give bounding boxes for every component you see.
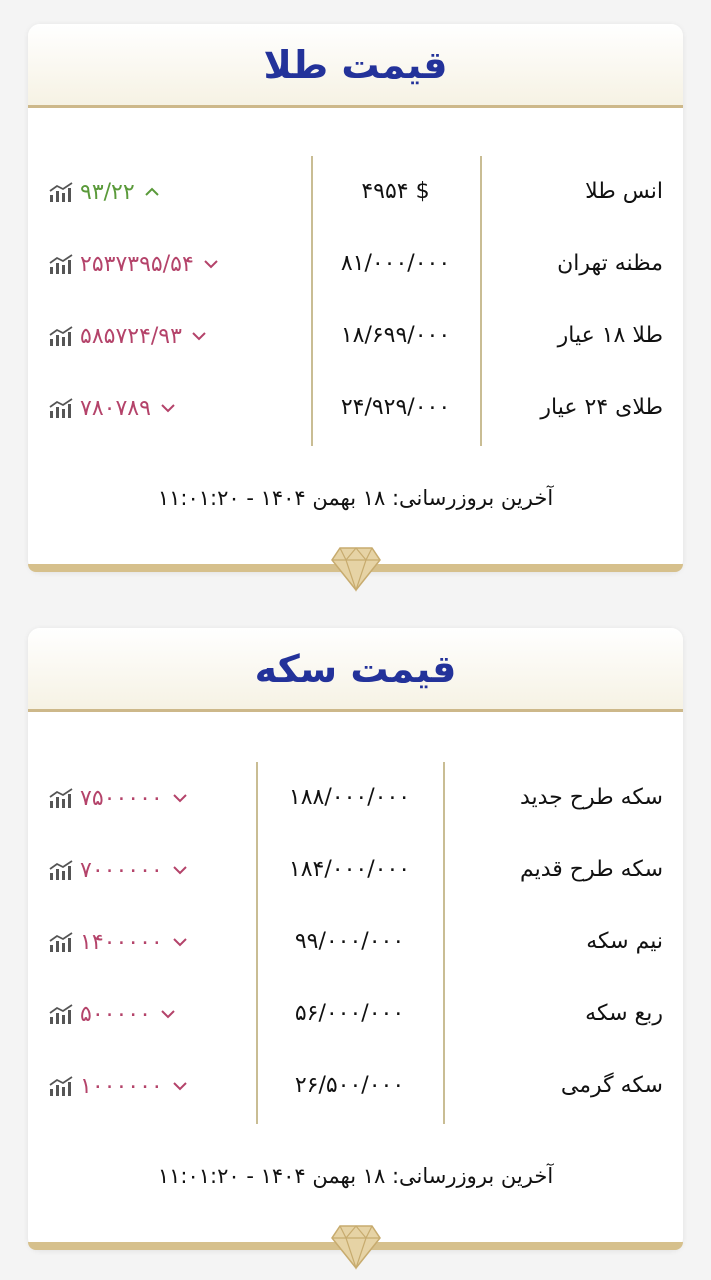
item-name: سکه گرمی <box>560 1073 663 1098</box>
change-value: ۱۴۰۰۰۰۰ <box>80 929 163 955</box>
gold-row-tehran[interactable] <box>28 244 683 284</box>
last-updated: آخرین بروزرسانی: ۱۸ بهمن ۱۴۰۴ - ۱۱:۰۱:۲۰ <box>157 1164 554 1188</box>
change-value: ۷۰۰۰۰۰۰ <box>80 857 163 883</box>
coin-row-old[interactable] <box>28 850 683 890</box>
item-price: ۲۴/۹۲۹/۰۰۰ <box>340 395 451 420</box>
coin-card-title: قیمت سکه <box>254 646 457 691</box>
arrow-down-icon <box>171 791 189 805</box>
item-name: طلای ۲۴ عیار <box>540 395 663 420</box>
item-price: ۱۸۴/۰۰۰/۰۰۰ <box>288 857 411 882</box>
arrow-down-icon <box>190 329 208 343</box>
change-value: ۵۰۰۰۰۰ <box>80 1001 151 1027</box>
gold-row-18k[interactable] <box>28 316 683 356</box>
coin-row-half[interactable] <box>28 922 683 962</box>
last-updated: آخرین بروزرسانی: ۱۸ بهمن ۱۴۰۴ - ۱۱:۰۱:۲۰ <box>157 486 554 510</box>
arrow-down-icon <box>171 1079 189 1093</box>
chart-icon[interactable] <box>48 1003 76 1025</box>
coin-row-new[interactable] <box>28 778 683 818</box>
item-change <box>48 994 177 1034</box>
chart-icon[interactable] <box>48 325 76 347</box>
chart-icon[interactable] <box>48 253 76 275</box>
arrow-down-icon <box>171 935 189 949</box>
arrow-down-icon <box>171 863 189 877</box>
diamond-icon <box>330 1222 382 1272</box>
item-price: ۲۶/۵۰۰/۰۰۰ <box>294 1073 405 1098</box>
change-value: ۱۰۰۰۰۰۰ <box>80 1073 163 1099</box>
chart-icon[interactable] <box>48 1075 76 1097</box>
gold-row-24k[interactable] <box>28 388 683 428</box>
item-name: نیم سکه <box>586 929 663 954</box>
item-name: انس طلا <box>585 179 663 204</box>
item-change <box>48 850 189 890</box>
arrow-down-icon <box>159 401 177 415</box>
change-value: ۵۸۵۷۲۴/۹۳ <box>80 323 182 349</box>
chart-icon[interactable] <box>48 397 76 419</box>
change-value: ۷۵۰۰۰۰۰ <box>80 785 163 811</box>
item-change <box>48 172 161 212</box>
coin-row-quarter[interactable] <box>28 994 683 1034</box>
chart-icon[interactable] <box>48 859 76 881</box>
item-price: ۸۱/۰۰۰/۰۰۰ <box>340 251 451 276</box>
item-price: $ ۴۹۵۴ <box>361 179 430 204</box>
chart-icon[interactable] <box>48 931 76 953</box>
chart-icon[interactable] <box>48 181 76 203</box>
chart-icon[interactable] <box>48 787 76 809</box>
item-name: مظنه تهران <box>557 251 663 276</box>
item-name: طلا ۱۸ عیار <box>557 323 663 348</box>
arrow-up-icon <box>143 185 161 199</box>
arrow-down-icon <box>159 1007 177 1021</box>
coin-price-card <box>28 628 683 1250</box>
change-value: ۲۵۳۷۳۹۵/۵۴ <box>80 251 194 277</box>
arrow-down-icon <box>202 257 220 271</box>
change-value: ۹۳/۲۲ <box>80 179 135 205</box>
item-name: سکه طرح جدید <box>519 785 663 810</box>
item-name: ربع سکه <box>585 1001 663 1026</box>
change-value: ۷۸۰۷۸۹ <box>80 395 151 421</box>
item-change <box>48 922 189 962</box>
item-change <box>48 1066 189 1106</box>
gold-card-header <box>28 24 683 108</box>
diamond-icon <box>330 544 382 594</box>
item-name: سکه طرح قدیم <box>519 857 663 882</box>
item-change <box>48 778 189 818</box>
item-price: ۱۸/۶۹۹/۰۰۰ <box>340 323 451 348</box>
gold-card-title: قیمت طلا <box>263 42 448 87</box>
coin-card-header <box>28 628 683 712</box>
gold-row-ounce[interactable] <box>28 172 683 212</box>
item-price: ۵۶/۰۰۰/۰۰۰ <box>294 1001 405 1026</box>
item-change <box>48 316 208 356</box>
item-price: ۹۹/۰۰۰/۰۰۰ <box>294 929 405 954</box>
coin-row-gram[interactable] <box>28 1066 683 1106</box>
item-change <box>48 388 177 428</box>
gold-price-card <box>28 24 683 572</box>
item-price: ۱۸۸/۰۰۰/۰۰۰ <box>288 785 411 810</box>
item-change <box>48 244 220 284</box>
